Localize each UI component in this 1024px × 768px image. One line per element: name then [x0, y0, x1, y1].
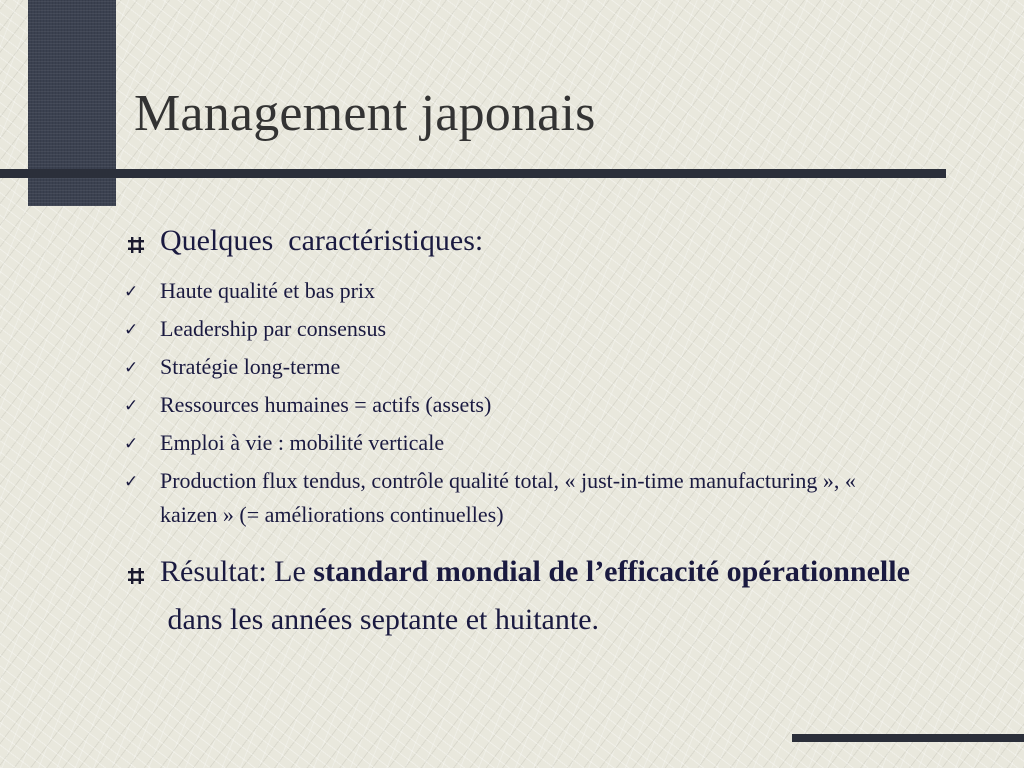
list-item — [122, 426, 1002, 462]
title-rule — [0, 169, 946, 178]
list-item — [122, 350, 1002, 386]
list-item-text: Production flux tendus, contrôle qualité total, « just-in-time manufacturing », « kaizen » (= améliorations continuelles) — [160, 468, 856, 527]
result-emphasis: standard mondial de l’efficacité opérationnelle — [313, 555, 910, 588]
bullet-heading-characteristics — [122, 222, 1002, 260]
slide-title: Management japonais — [134, 85, 596, 142]
characteristics-heading: Quelques caractéristiques: — [160, 224, 484, 257]
checkmark-icon: ✓ — [124, 282, 139, 302]
list-item-text: Stratégie long-terme — [160, 354, 341, 379]
hash-bullet-icon — [122, 548, 160, 589]
list-item — [122, 312, 1002, 348]
checkmark-icon: ✓ — [124, 472, 139, 492]
result-prefix: Résultat: Le — [160, 555, 314, 588]
footer-rule — [792, 734, 1024, 742]
bullet-result — [122, 548, 1002, 644]
list-item — [122, 388, 1002, 424]
checkmark-icon: ✓ — [124, 396, 139, 416]
checkmark-icon: ✓ — [124, 320, 139, 340]
slide-content — [122, 222, 1002, 644]
list-item — [122, 464, 1002, 532]
list-item — [122, 274, 1002, 310]
list-item-text: Ressources humaines = actifs (assets) — [160, 392, 492, 417]
list-item-text: Emploi à vie : mobilité verticale — [160, 430, 445, 455]
hash-bullet-icon — [122, 222, 160, 258]
list-item-text: Leadership par consensus — [160, 316, 387, 341]
result-text — [160, 548, 1000, 644]
list-item-text: Haute qualité et bas prix — [160, 278, 376, 303]
checkmark-icon: ✓ — [124, 358, 139, 378]
result-suffix: dans les années septante et huitante. — [160, 603, 600, 636]
checkmark-icon: ✓ — [124, 434, 139, 454]
